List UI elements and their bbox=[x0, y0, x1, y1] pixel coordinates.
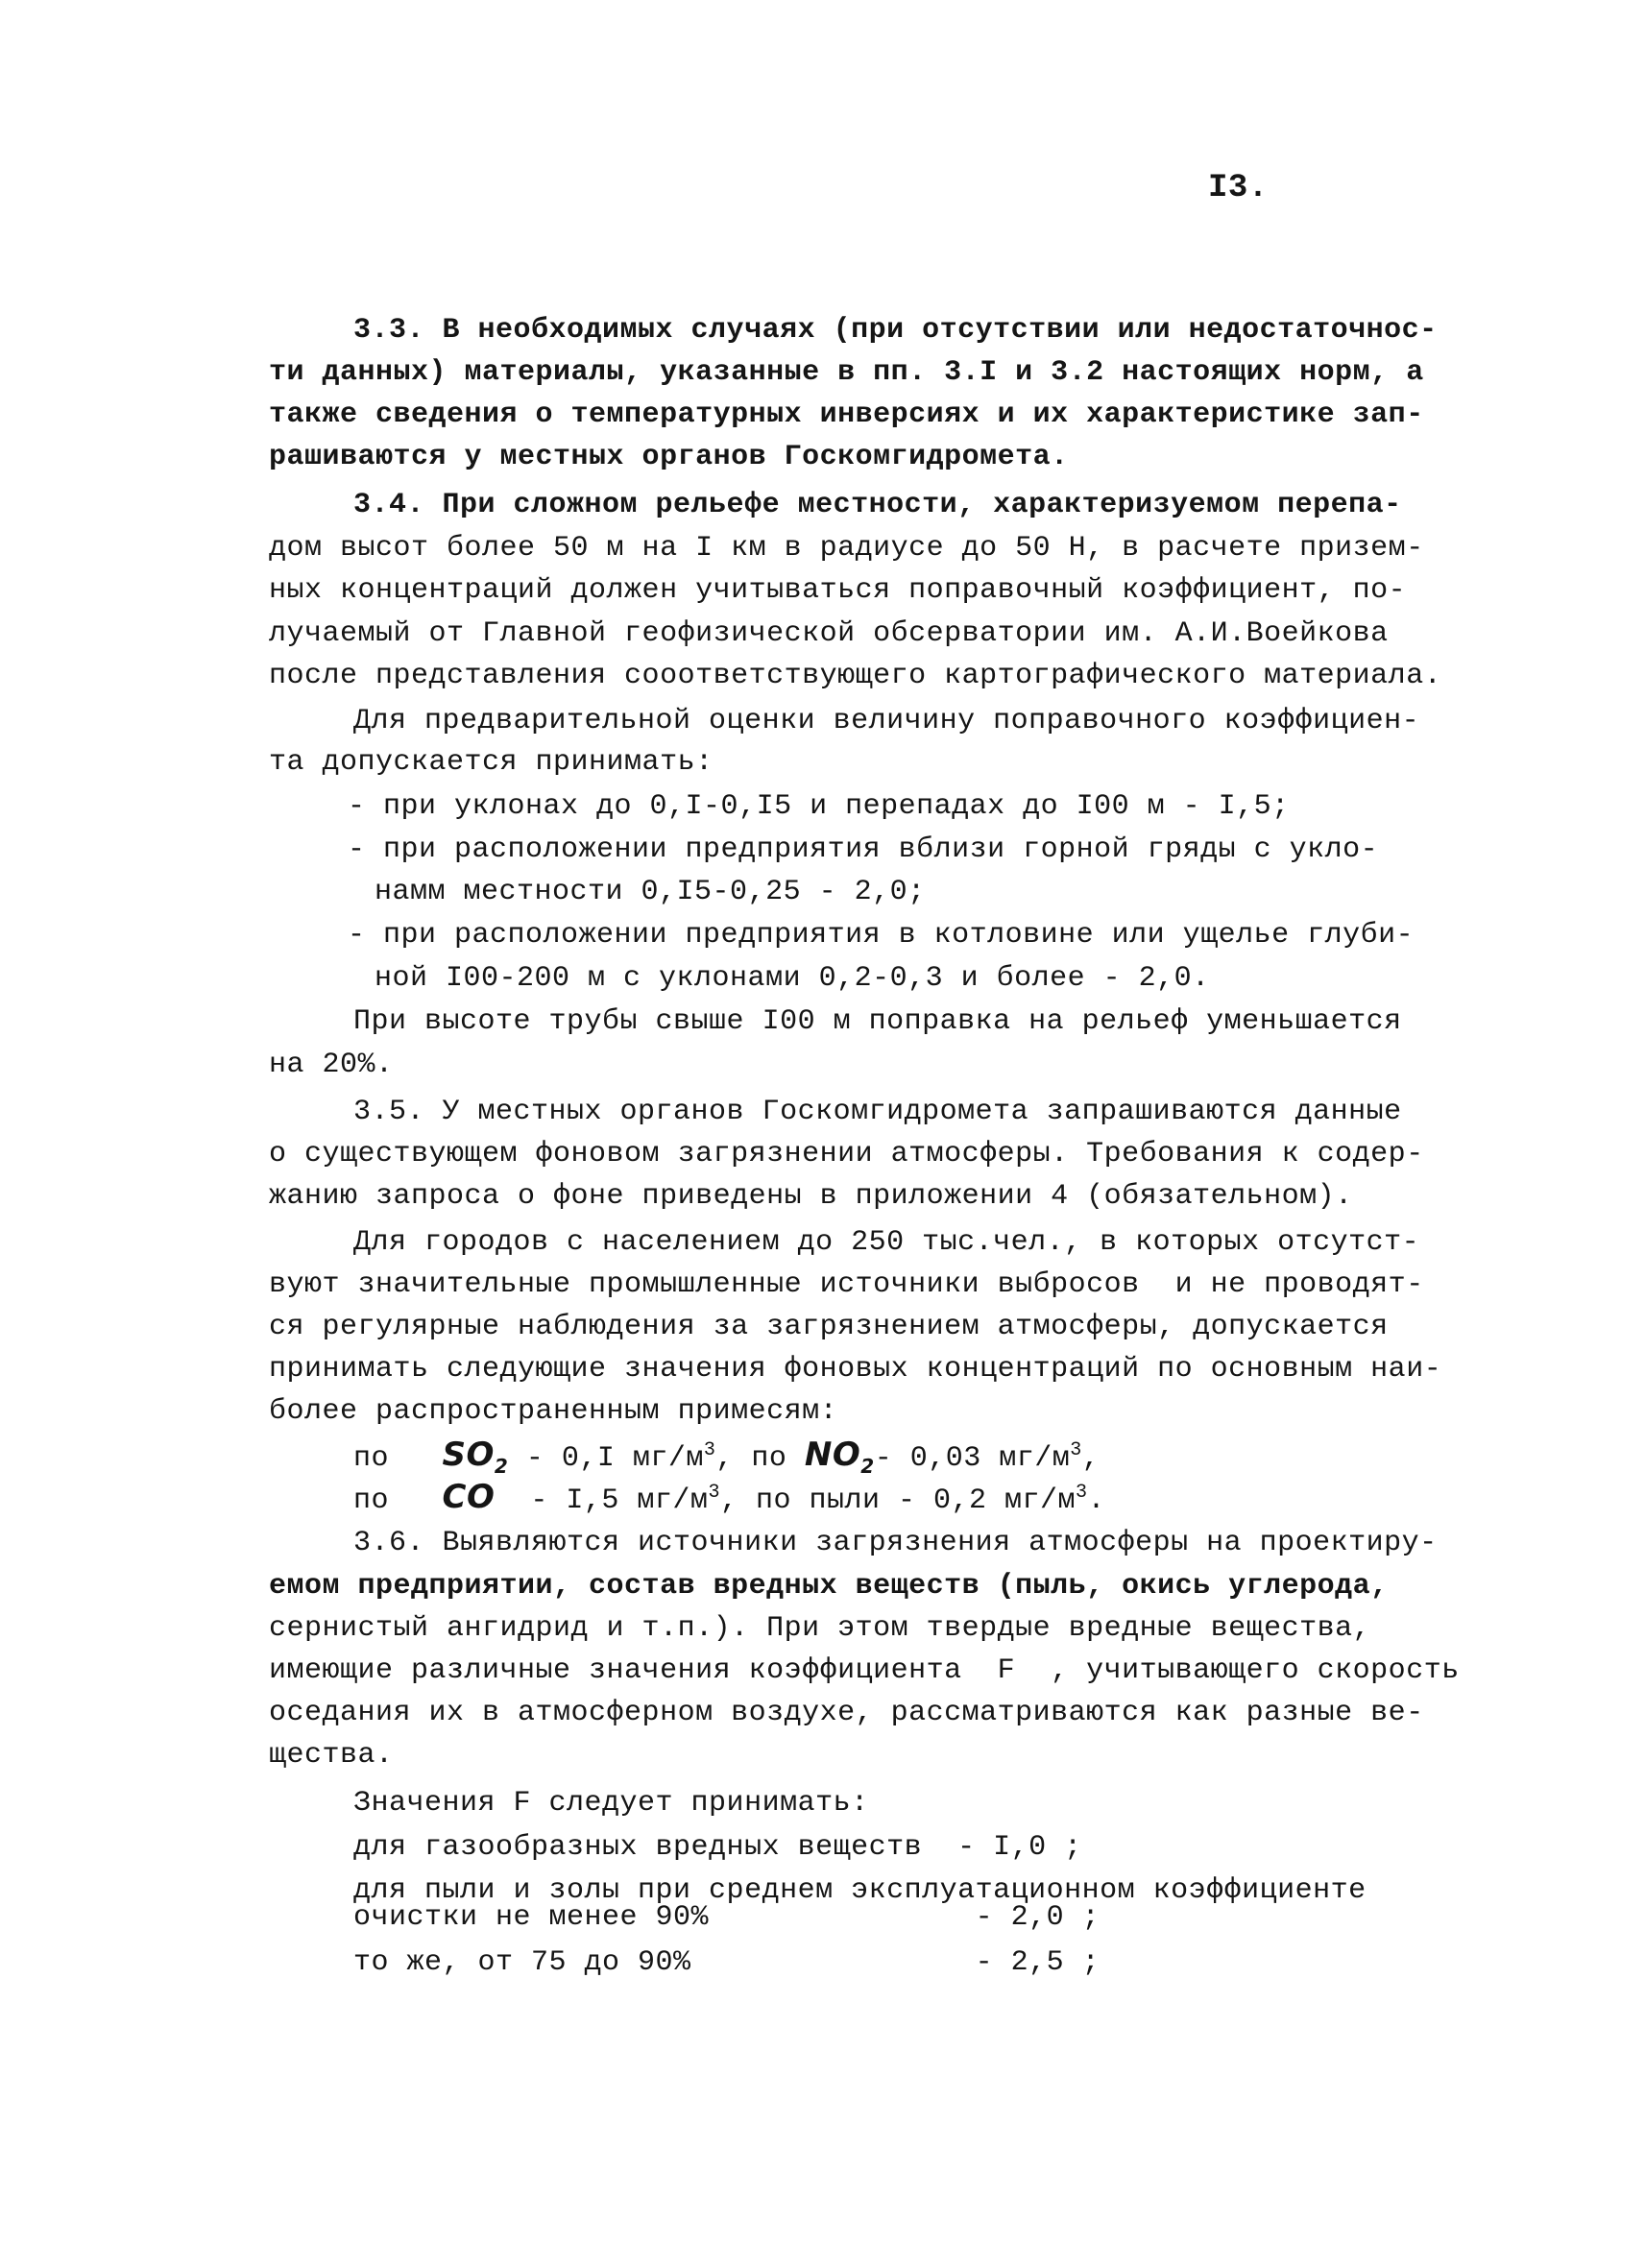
concentration-row-1-prefix: по bbox=[353, 1442, 390, 1475]
page-number: I3. bbox=[1208, 170, 1269, 206]
so2-value: - 0,I мг/м bbox=[508, 1442, 704, 1475]
concentration-row-2-end: . bbox=[1087, 1484, 1106, 1517]
list-item-slopes: - при уклонах до 0,I-0,I5 и перепадах до I00 м - I,5; bbox=[348, 790, 1290, 823]
paragraph-3-6-line-5: оседания их в атмосферном воздухе, рассматриваются как разные ве- bbox=[269, 1697, 1424, 1729]
co-unit-exponent: 3 bbox=[708, 1482, 720, 1504]
chimney-height-line-2: на 20%. bbox=[269, 1049, 394, 1081]
concentration-row-so2-no2 bbox=[353, 1437, 1100, 1476]
cities-line-5: более распространенным примесям: bbox=[269, 1395, 838, 1428]
f-value-dust-line-1: для пыли и золы при среднем эксплуатационном коэффициенте bbox=[353, 1874, 1367, 1907]
paragraph-3-4-line-3: ных концентраций должен учитываться поправочный коэффициент, по- bbox=[269, 574, 1407, 607]
no2-unit-exponent: 3 bbox=[1070, 1439, 1082, 1461]
paragraph-3-4-line-5: после представления сооответствующего картографического материала. bbox=[269, 660, 1442, 692]
concentration-row-1-mid: , по bbox=[715, 1442, 805, 1475]
so2-unit-exponent: 3 bbox=[703, 1439, 716, 1461]
paragraph-3-6-line-6: щества. bbox=[269, 1739, 394, 1772]
paragraph-3-6-line-3: сернистый ангидрид и т.п.). При этом твердые вредные вещества, bbox=[269, 1612, 1371, 1645]
paragraph-3-5-line-3: жанию запроса о фоне приведены в приложении 4 (обязательном). bbox=[269, 1180, 1353, 1213]
co-value: - I,5 мг/м bbox=[495, 1484, 709, 1517]
f-value-dust-75-90: то же, от 75 до 90% - 2,5 ; bbox=[353, 1946, 1101, 1979]
paragraph-3-6-line-2: емом предприятии, состав вредных веществ (пыль, окись углерода, bbox=[269, 1570, 1389, 1603]
paragraph-3-3-line-4: рашиваются у местных органов Госкомгидромета. bbox=[269, 441, 1069, 473]
list-item-basin-line-2: ной I00-200 м с уклонами 0,2-0,3 и более - 2,0. bbox=[375, 962, 1210, 995]
paragraph-3-4-line-4: лучаемый от Главной геофизической обсерватории им. А.И.Воейкова bbox=[269, 617, 1389, 650]
estimate-intro-line-2: та допускается принимать: bbox=[269, 746, 714, 779]
paragraph-3-3-line-1: 3.3. В необходимых случаях (при отсутствии или недостаточнос- bbox=[353, 314, 1438, 347]
paragraph-3-5-line-2: о существующем фоновом загрязнении атмосферы. Требования к содер- bbox=[269, 1138, 1424, 1170]
paragraph-3-6-line-4: имеющие различные значения коэффициента F , учитывающего скорость bbox=[269, 1654, 1460, 1687]
f-value-dust-line-2: очистки не менее 90% - 2,0 ; bbox=[353, 1901, 1101, 1934]
cities-line-4: принимать следующие значения фоновых концентраций по основным наи- bbox=[269, 1353, 1442, 1386]
paragraph-3-5-line-1: 3.5. У местных органов Госкомгидромета запрашиваются данные bbox=[353, 1096, 1402, 1128]
chimney-height-line-1: При высоте трубы свыше I00 м поправка на рельеф уменьшается bbox=[353, 1005, 1402, 1038]
chemical-no2: $NO_2$ bbox=[804, 1436, 875, 1478]
concentration-row-co-dust bbox=[353, 1480, 1105, 1518]
estimate-intro-line-1: Для предварительной оценки величину поправочного коэффициен- bbox=[353, 705, 1420, 737]
cities-line-3: ся регулярные наблюдения за загрязнением атмосферы, допускается bbox=[269, 1311, 1389, 1343]
list-item-ridge-line-2: намм местности 0,I5-0,25 - 2,0; bbox=[375, 876, 926, 908]
dust-value: , по пыли - 0,2 мг/м bbox=[719, 1484, 1077, 1517]
paragraph-3-4-line-2: дом высот более 50 м на I км в радиусе до 50 Н, в расчете призем- bbox=[269, 532, 1424, 565]
cities-line-1: Для городов с населением до 250 тыс.чел., в которых отсутст- bbox=[353, 1226, 1420, 1259]
paragraph-3-3-line-2: ти данных) материалы, указанные в пп. 3.I и 3.2 настоящих норм, а bbox=[269, 356, 1424, 389]
paragraph-3-4-line-1: 3.4. При сложном рельефе местности, характеризуемом перепа- bbox=[353, 489, 1402, 521]
paragraph-3-6-line-1: 3.6. Выявляются источники загрязнения атмосферы на проектиру- bbox=[353, 1527, 1438, 1559]
no2-value: - 0,03 мг/м bbox=[874, 1442, 1071, 1475]
cities-line-2: вуют значительные промышленные источники выбросов и не проводят- bbox=[269, 1268, 1424, 1301]
f-value-gaseous: для газообразных вредных веществ - I,0 ; bbox=[353, 1831, 1082, 1864]
concentration-row-2-prefix: по bbox=[353, 1484, 390, 1517]
paragraph-3-3-line-3: также сведения о температурных инверсиях и их характеристике зап- bbox=[269, 398, 1424, 431]
chemical-co: CO bbox=[442, 1478, 496, 1516]
concentration-row-1-end: , bbox=[1081, 1442, 1101, 1475]
list-item-basin-line-1: - при расположении предприятия в котловине или ущелье глуби- bbox=[348, 919, 1415, 952]
dust-unit-exponent: 3 bbox=[1076, 1482, 1088, 1504]
f-values-intro: Значения F следует принимать: bbox=[353, 1787, 869, 1820]
chemical-so2: $SO_2$ bbox=[442, 1436, 509, 1478]
list-item-ridge-line-1: - при расположении предприятия вблизи горной гряды с укло- bbox=[348, 833, 1379, 866]
